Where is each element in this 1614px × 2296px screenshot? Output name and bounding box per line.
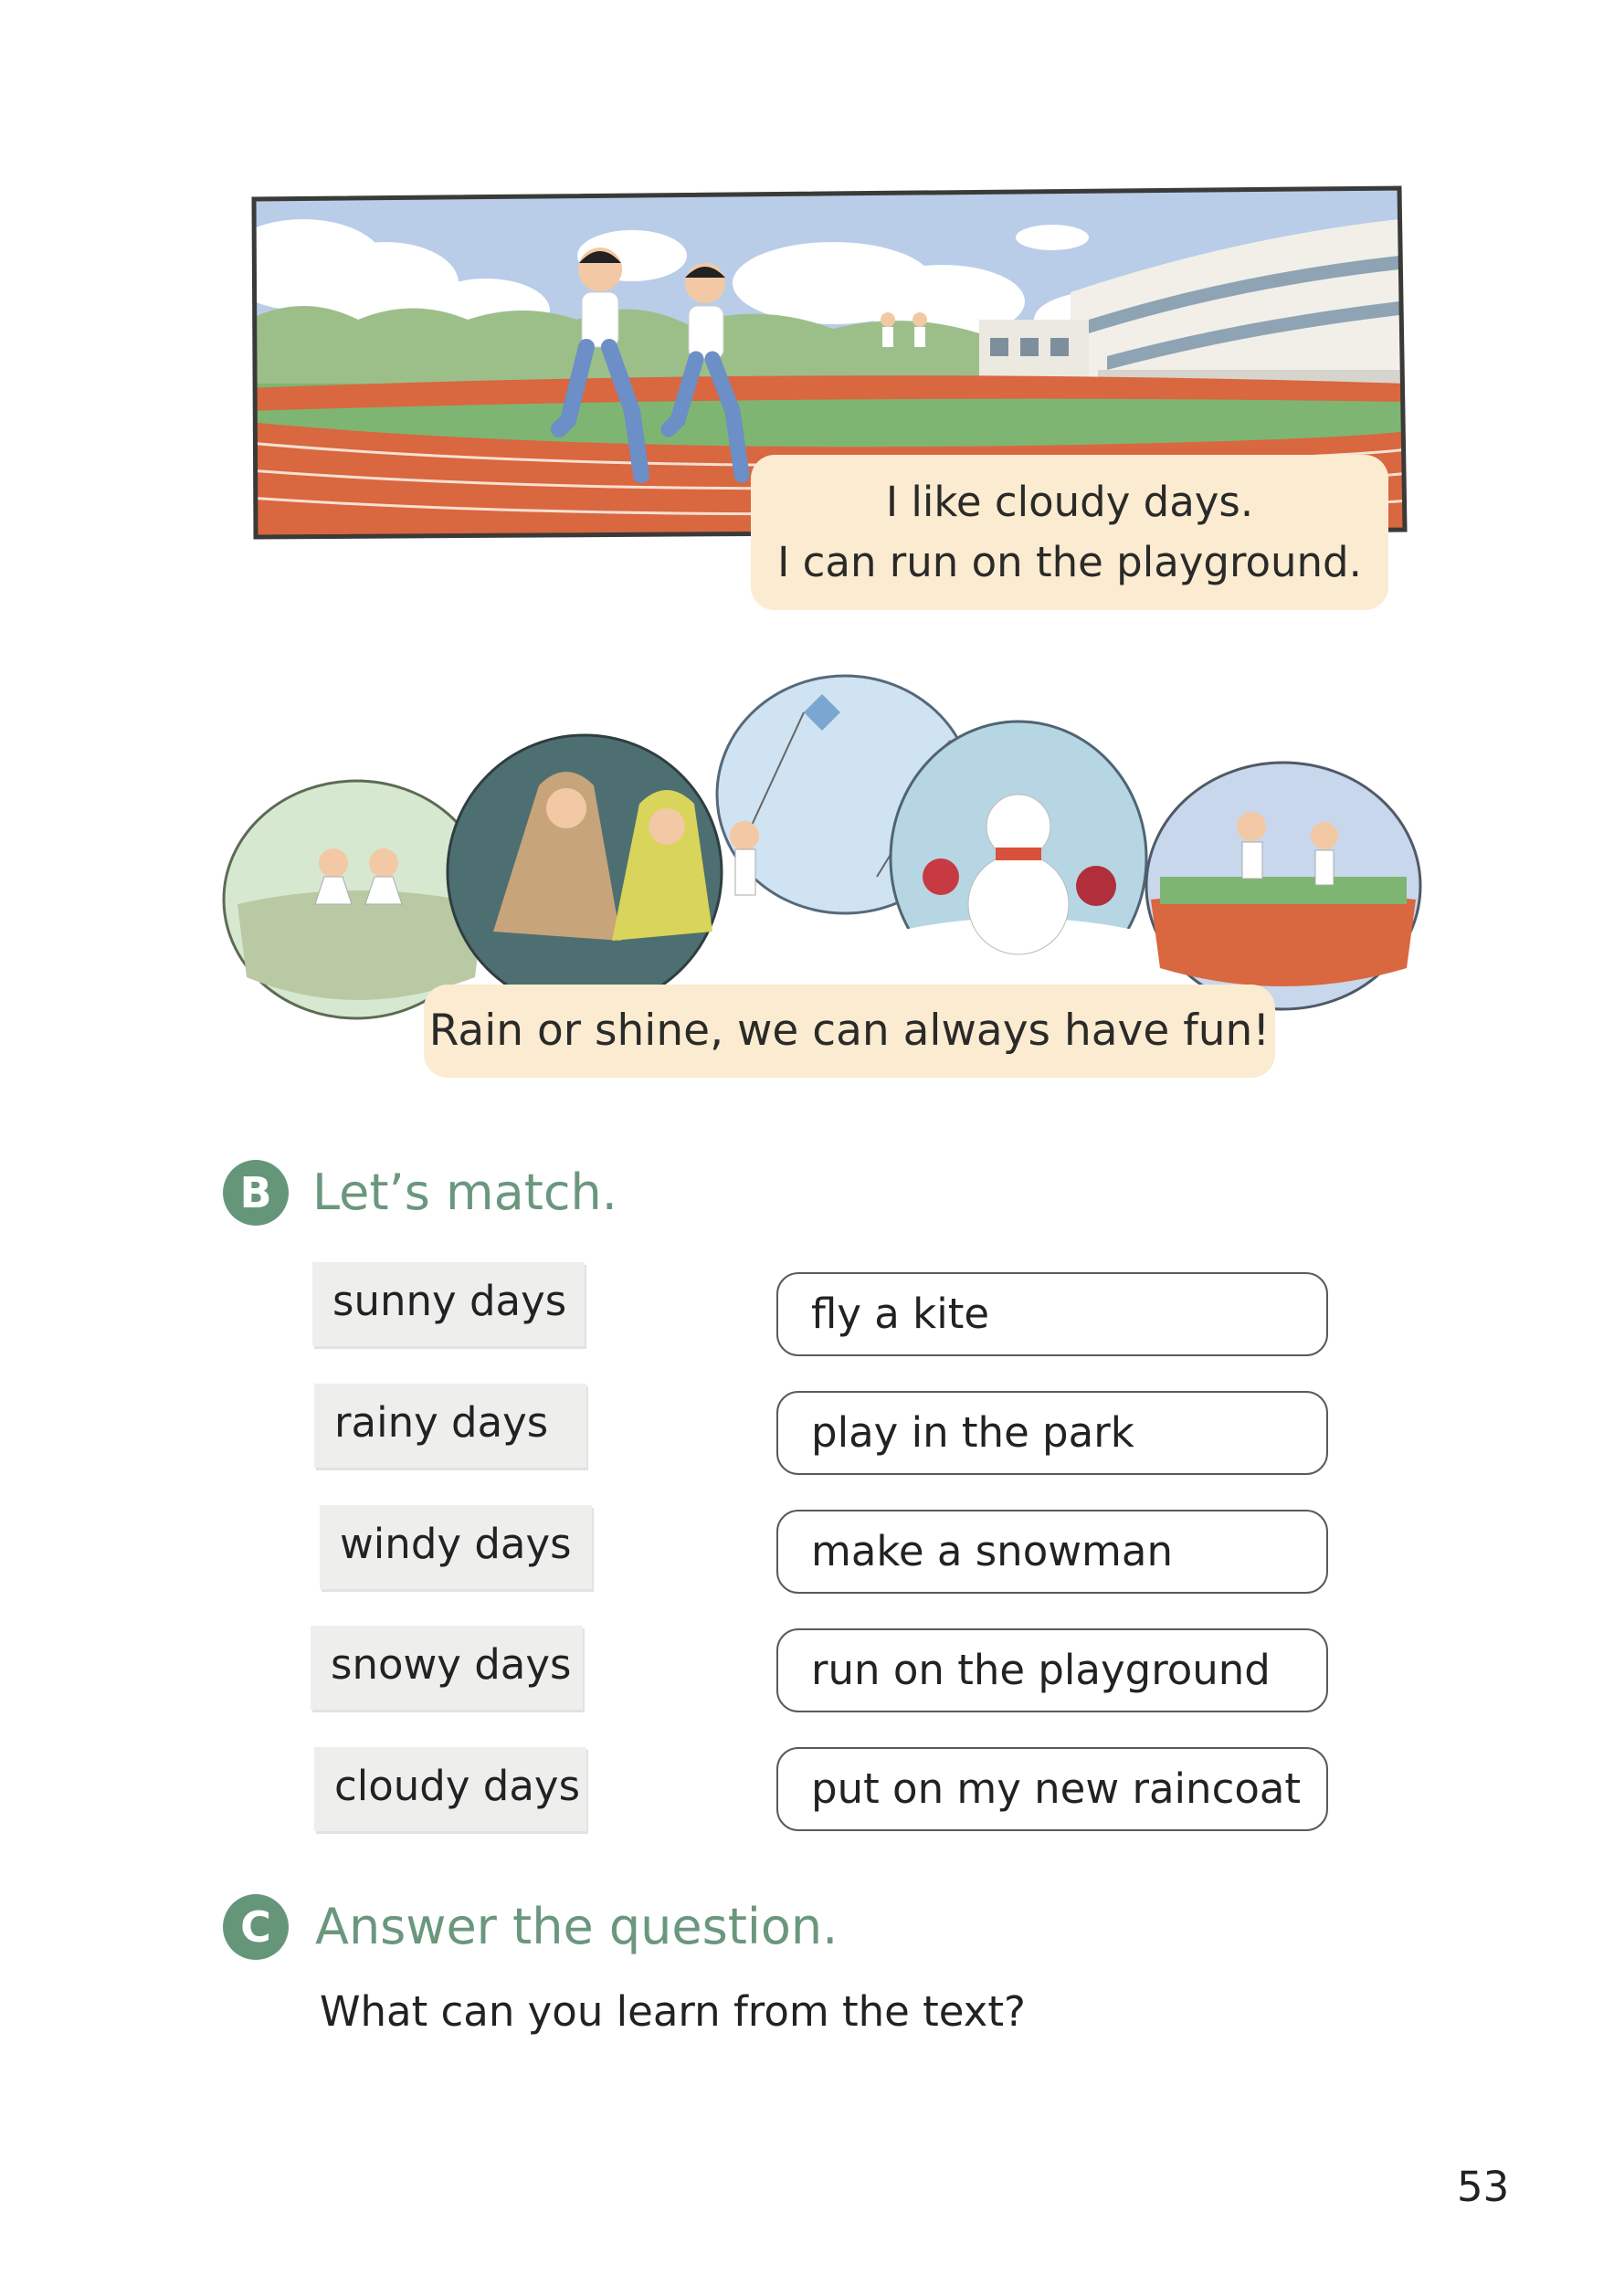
left-item-windy[interactable]: windy days [320,1505,592,1589]
top-speech-bubble [751,455,1388,610]
snowy-snowman-vignette [891,721,1146,1000]
question-text: What can you learn from the text? [320,1987,1026,2036]
middle-speech-bubble [424,985,1275,1078]
right-item-run-on-the-playground[interactable]: run on the playground [776,1628,1328,1712]
rainy-raincoat-vignette [448,735,722,1009]
left-item-cloudy[interactable]: cloudy days [314,1747,586,1831]
left-item-rainy[interactable]: rainy days [314,1384,586,1468]
right-item-put-on-my-new-raincoat[interactable]: put on my new raincoat [776,1747,1328,1831]
right-item-fly-a-kite[interactable]: fly a kite [776,1272,1328,1356]
top-caption-line-1: I like cloudy days. [885,478,1254,526]
section-b-title: Let’s match. [312,1164,617,1221]
right-item-make-a-snowman[interactable]: make a snowman [776,1510,1328,1594]
left-item-snowy[interactable]: snowy days [311,1626,583,1710]
page-number: 53 [1457,2163,1510,2211]
section-c-title: Answer the question. [315,1898,839,1955]
right-item-play-in-the-park[interactable]: play in the park [776,1391,1328,1475]
weather-vignettes-illustration [219,630,1480,1032]
middle-caption: Rain or shine, we can always have fun! [428,1006,1271,1056]
left-item-sunny[interactable]: sunny days [312,1262,585,1346]
top-caption-line-2: I can run on the playground. [777,538,1362,586]
cloudy-running-vignette [1146,763,1420,1009]
section-b-badge: B [223,1160,289,1226]
section-c-badge: C [223,1894,289,1960]
